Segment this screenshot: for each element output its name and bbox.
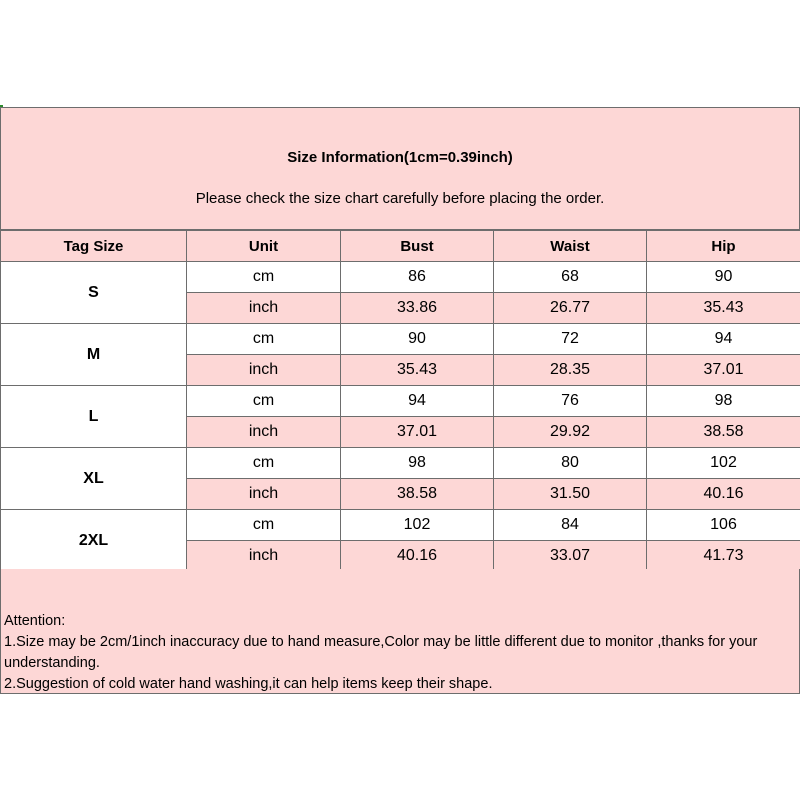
unit-cell: inch	[187, 417, 341, 448]
header-tag-size: Tag Size	[1, 231, 187, 262]
waist-cell: 29.92	[494, 417, 647, 448]
unit-cell: cm	[187, 510, 341, 541]
unit-cell: inch	[187, 479, 341, 510]
hip-cell: 94	[647, 324, 800, 355]
bust-cell: 94	[341, 386, 494, 417]
unit-cell: inch	[187, 541, 341, 572]
size-label: M	[1, 324, 187, 386]
attention-panel	[0, 569, 800, 694]
header-hip: Hip	[647, 231, 800, 262]
bust-cell: 37.01	[341, 417, 494, 448]
table-row	[1, 448, 800, 479]
waist-cell: 26.77	[494, 293, 647, 324]
size-label: L	[1, 386, 187, 448]
waist-cell: 31.50	[494, 479, 647, 510]
hip-cell: 41.73	[647, 541, 800, 572]
hip-cell: 35.43	[647, 293, 800, 324]
header-waist: Waist	[494, 231, 647, 262]
hip-cell: 106	[647, 510, 800, 541]
table-row	[1, 324, 800, 355]
waist-cell: 84	[494, 510, 647, 541]
bust-cell: 38.58	[341, 479, 494, 510]
unit-cell: cm	[187, 262, 341, 293]
size-label: XL	[1, 448, 187, 510]
notice-banner	[0, 169, 800, 230]
table-header-row	[1, 231, 800, 262]
header-unit: Unit	[187, 231, 341, 262]
waist-cell: 33.07	[494, 541, 647, 572]
bust-cell: 98	[341, 448, 494, 479]
unit-cell: cm	[187, 386, 341, 417]
waist-cell: 72	[494, 324, 647, 355]
waist-cell: 28.35	[494, 355, 647, 386]
notice-text: Please check the size chart carefully before placing the order.	[195, 190, 605, 207]
unit-cell: inch	[187, 355, 341, 386]
waist-cell: 76	[494, 386, 647, 417]
bust-cell: 33.86	[341, 293, 494, 324]
hip-cell: 98	[647, 386, 800, 417]
size-label: 2XL	[1, 510, 187, 572]
attention-heading: Attention:	[4, 613, 66, 629]
waist-cell: 68	[494, 262, 647, 293]
waist-cell: 80	[494, 448, 647, 479]
hip-cell: 38.58	[647, 417, 800, 448]
bust-cell: 90	[341, 324, 494, 355]
attention-notes	[4, 611, 789, 695]
bust-cell: 102	[341, 510, 494, 541]
hip-cell: 37.01	[647, 355, 800, 386]
size-label: S	[1, 262, 187, 324]
bust-cell: 40.16	[341, 541, 494, 572]
hip-cell: 40.16	[647, 479, 800, 510]
unit-cell: cm	[187, 448, 341, 479]
table-row	[1, 510, 800, 541]
hip-cell: 90	[647, 262, 800, 293]
size-table	[0, 230, 800, 572]
unit-cell: inch	[187, 293, 341, 324]
attention-note-1: 1.Size may be 2cm/1inch inaccuracy due to hand measure,Color may be little different due to monitor ,thanks for your understanding.	[4, 634, 758, 671]
title-banner	[0, 107, 800, 170]
unit-cell: cm	[187, 324, 341, 355]
hip-cell: 102	[647, 448, 800, 479]
bust-cell: 86	[341, 262, 494, 293]
header-bust: Bust	[341, 231, 494, 262]
bust-cell: 35.43	[341, 355, 494, 386]
table-row	[1, 386, 800, 417]
chart-title: Size Information(1cm=0.39inch)	[287, 149, 513, 166]
attention-note-2: 2.Suggestion of cold water hand washing,it can help items keep their shape.	[4, 676, 493, 692]
table-row	[1, 262, 800, 293]
